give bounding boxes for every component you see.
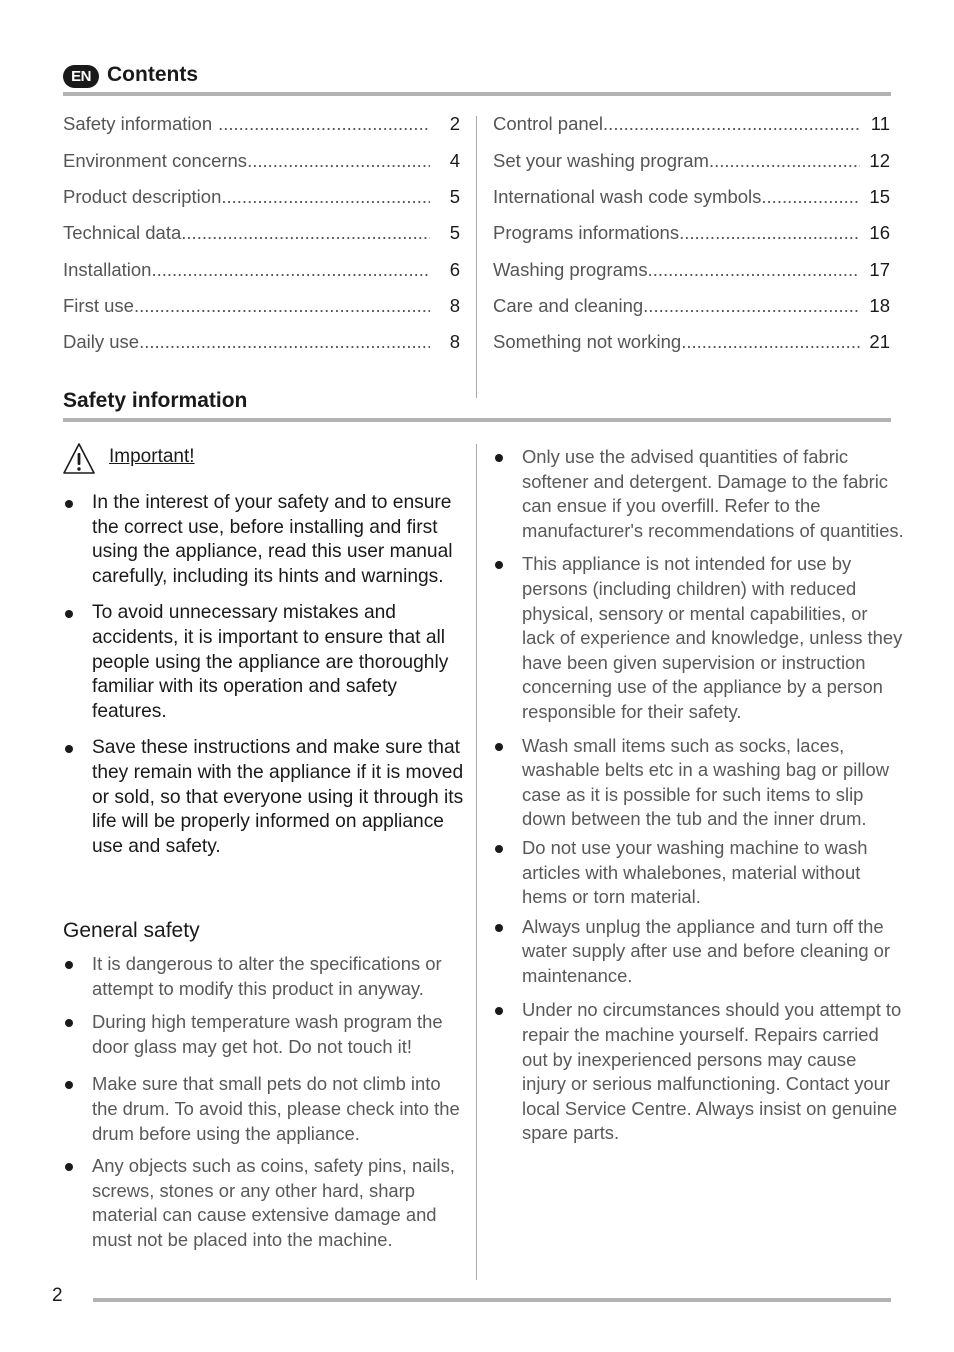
- toc-leader: [761, 186, 860, 208]
- toc-entry-label: Installation: [63, 259, 152, 280]
- toc-entry-label: Set your washing program: [493, 150, 709, 171]
- important-bullet-list: [63, 491, 465, 871]
- toc-leader: [681, 331, 860, 353]
- general-safety-title: General safety: [63, 919, 200, 942]
- header-rule: [63, 92, 891, 96]
- language-badge: EN: [63, 65, 99, 88]
- toc-entry-label: Daily use: [63, 331, 140, 352]
- toc-entry[interactable]: [63, 222, 460, 246]
- list-item: Do not use your washing machine to wash articles with whalebones, material without hems or torn material.: [493, 836, 905, 910]
- toc-entry-label: Care and cleaning: [493, 295, 644, 316]
- toc-entry[interactable]: [63, 113, 460, 137]
- toc-entry-page: 11: [870, 113, 890, 134]
- list-item: Only use the advised quantities of fabric softener and detergent. Damage to the fabric can ensue if you overfill. Refer to the manufacturer's recommendations of quantities.: [493, 445, 905, 543]
- list-item: During high temperature wash program the door glass may get hot. Do not touch it!: [63, 1010, 471, 1059]
- toc-entry-page: 21: [869, 331, 890, 352]
- toc-entry-page: 5: [449, 222, 460, 243]
- toc-entry[interactable]: [493, 222, 890, 246]
- toc-entry-label: Safety information: [63, 113, 213, 134]
- toc-entry-page: 8: [449, 295, 460, 316]
- toc-entry[interactable]: [63, 150, 460, 174]
- list-item: Make sure that small pets do not climb into the drum. To avoid this, please check into the drum before using the appliance.: [63, 1072, 471, 1146]
- toc-leader: [643, 295, 860, 317]
- toc-entry-page: 8: [449, 331, 460, 352]
- list-item: Wash small items such as socks, laces, washable belts etc in a washing bag or pillow case as it is possible for such items to slip down between the tub and the inner drum.: [493, 734, 905, 832]
- toc-entry[interactable]: [63, 186, 460, 210]
- toc-entry[interactable]: [493, 113, 890, 137]
- toc-entry-page: 2: [449, 113, 460, 134]
- toc-entry[interactable]: [493, 150, 890, 174]
- list-item: It is dangerous to alter the specifications or attempt to modify this product in anyway.: [63, 952, 471, 1001]
- list-item: This appliance is not intended for use by persons (including children) with reduced physical, sensory or mental capabilities, or lack of experience and knowledge, unless they have been given supervision or instruction concerning use of the appliance by a person responsible for their safety.: [493, 552, 905, 724]
- safety-column-divider: [476, 444, 477, 1280]
- toc-leader: [247, 150, 430, 172]
- toc-entry-page: 12: [869, 150, 890, 171]
- list-item: To avoid unnecessary mistakes and accidents, it is important to ensure that all people using the appliance are thoroughly familiar with its operation and safety features.: [63, 601, 465, 724]
- right-safety-bullet-list: [493, 445, 905, 1155]
- toc-leader: [603, 113, 860, 135]
- safety-rule: [63, 418, 891, 422]
- toc-entry-page: 16: [869, 222, 890, 243]
- toc-entry[interactable]: [63, 295, 460, 319]
- toc-entry-label: Control panel: [493, 113, 604, 134]
- list-item: Any objects such as coins, safety pins, nails, screws, stones or any other hard, sharp material can cause extensive damage and must not be placed into the machine.: [63, 1154, 471, 1252]
- toc-leader: [679, 222, 860, 244]
- toc-leader: [709, 150, 860, 172]
- toc-entry-label: Product description: [63, 186, 222, 207]
- list-item: Save these instructions and make sure that they remain with the appliance if it is moved or sold, so that everyone using it through its life will be properly informed on appliance use and safety.: [63, 736, 465, 859]
- toc-entry-page: 5: [449, 186, 460, 207]
- toc-leader: [218, 113, 430, 135]
- toc-leader: [139, 331, 430, 353]
- contents-title: Contents: [107, 63, 198, 86]
- toc-entry-label: Environment concerns: [63, 150, 248, 171]
- general-safety-bullet-list: [63, 952, 471, 1262]
- warning-triangle-icon: [62, 442, 96, 475]
- toc-entry[interactable]: [493, 331, 890, 355]
- toc-entry-page: 18: [869, 295, 890, 316]
- important-label: Important!: [109, 446, 195, 467]
- toc-leader: [134, 295, 430, 317]
- toc-leader: [151, 259, 430, 281]
- toc-entry-label: Washing programs: [493, 259, 648, 280]
- toc-entry-label: Technical data: [63, 222, 182, 243]
- list-item: In the interest of your safety and to ensure the correct use, before installing and first using the appliance, read this user manual carefully, including its hints and warnings.: [63, 491, 465, 589]
- toc-entry[interactable]: [493, 186, 890, 210]
- footer-rule: [93, 1298, 891, 1302]
- toc-entry-label: Programs informations: [493, 222, 680, 243]
- contents-column-divider: [476, 116, 477, 398]
- toc-entry-page: 6: [449, 259, 460, 280]
- toc-leader: [221, 186, 430, 208]
- toc-entry[interactable]: [63, 331, 460, 355]
- toc-entry[interactable]: [493, 295, 890, 319]
- toc-entry-page: 17: [869, 259, 890, 280]
- safety-title: Safety information: [63, 389, 248, 412]
- toc-leader: [181, 222, 430, 244]
- toc-entry[interactable]: [63, 259, 460, 283]
- toc-entry[interactable]: [493, 259, 890, 283]
- toc-leader: [648, 259, 860, 281]
- toc-entry-label: Something not working: [493, 331, 682, 352]
- list-item: Always unplug the appliance and turn off the water supply after use and before cleaning or maintenance.: [493, 915, 905, 989]
- toc-entry-page: 4: [449, 150, 460, 171]
- page-number: 2: [52, 1285, 63, 1306]
- toc-entry-label: International wash code symbols: [493, 186, 762, 207]
- toc-entry-label: First use: [63, 295, 134, 316]
- list-item: Under no circumstances should you attempt to repair the machine yourself. Repairs carried out by inexperienced persons may cause injury or serious malfunctioning. Contact your local Service Centre. Always insist on genuine spare parts.: [493, 998, 905, 1146]
- toc-entry-page: 15: [869, 186, 890, 207]
